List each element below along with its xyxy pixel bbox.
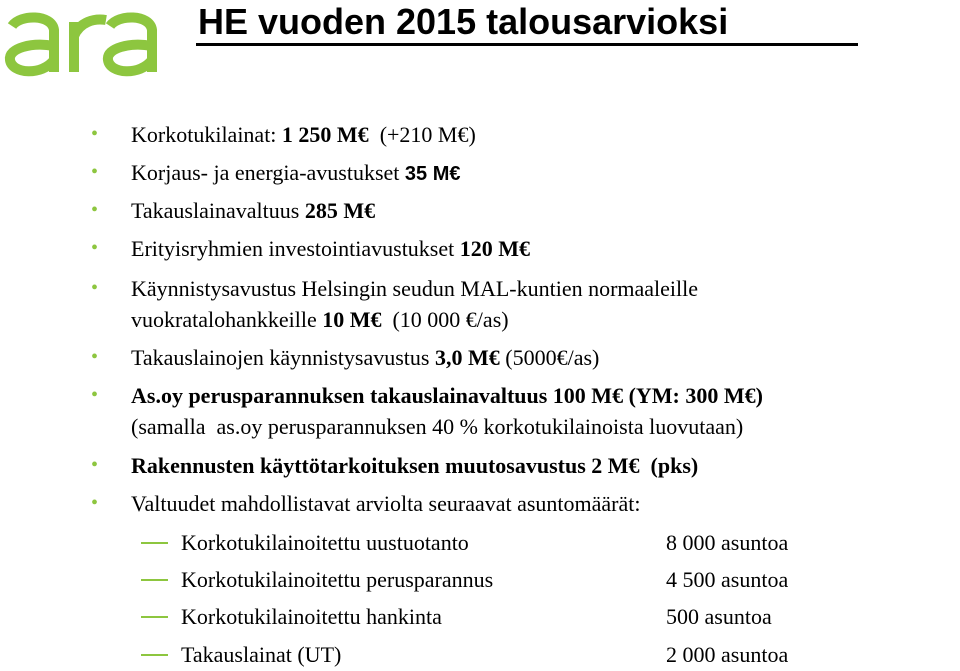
dash-icon xyxy=(141,616,168,618)
page-title: HE vuoden 2015 talousarvioksi xyxy=(198,1,729,42)
dash-icon xyxy=(141,654,168,656)
title-underline xyxy=(196,43,858,46)
dash-icon xyxy=(141,579,168,581)
list-item: • Korkotukilainat: 1 250 M€ (+210 M€) xyxy=(131,119,960,150)
sub-list-item: Korkotukilainoitettu perusparannus 4 500 asuntoa xyxy=(181,564,941,595)
list-item: • Korjaus- ja energia-avustukset 35 M€ xyxy=(131,157,960,190)
bullet-icon: • xyxy=(91,454,99,476)
sub-list-item: Takauslainat (UT) 2 000 asuntoa xyxy=(181,639,941,670)
list-item: • Takauslainojen käynnistysavustus 3,0 M€ (5000€/as) xyxy=(131,342,960,373)
list-item: • Valtuudet mahdollistavat arviolta seuraavat asuntomäärät: xyxy=(131,488,960,519)
bullet-icon: • xyxy=(91,346,99,368)
list-item: • Takauslainavaltuus 285 M€ xyxy=(131,195,960,226)
sub-list-item: Korkotukilainoitettu hankinta 500 asuntoa xyxy=(181,601,941,632)
bullet-icon: • xyxy=(91,161,99,183)
bullet-icon: • xyxy=(91,237,99,259)
bullet-icon: • xyxy=(91,384,99,406)
bullet-icon: • xyxy=(91,199,99,221)
bullet-icon: • xyxy=(91,123,99,145)
bullet-icon: • xyxy=(91,492,99,514)
list-item: • Erityisryhmien investointiavustukset 120 M€ xyxy=(131,233,960,264)
ara-logo xyxy=(2,0,162,89)
dash-icon xyxy=(141,542,168,544)
list-item: • As.oy perusparannuksen takauslainavaltuus 100 M€ (YM: 300 M€) (samalla as.oy perusparannuksen 40 % korkotukilainoista luovutaan) xyxy=(131,380,960,442)
sub-list-item: Korkotukilainoitettu uustuotanto 8 000 asuntoa xyxy=(181,527,941,558)
list-item: • Käynnistysavustus Helsingin seudun MAL-kuntien normaaleille vuokratalohankkeille 10 M€ (10 000 €/as) xyxy=(131,273,960,335)
bullet-icon: • xyxy=(91,277,99,299)
list-item: • Rakennusten käyttötarkoituksen muutosavustus 2 M€ (pks) xyxy=(131,450,960,481)
ara-logo-graphic xyxy=(2,0,162,84)
